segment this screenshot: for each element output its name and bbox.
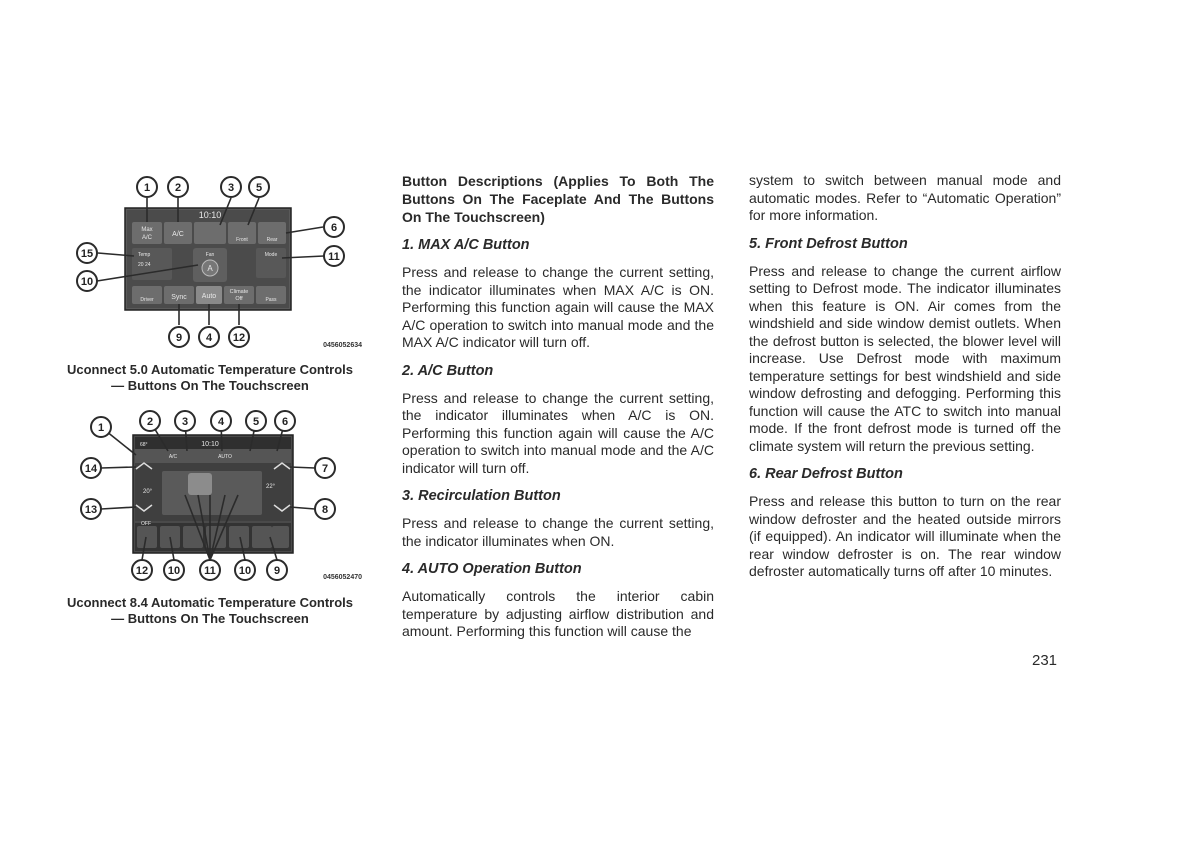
fan-label: Fan — [205, 252, 215, 258]
callout-10-right — [235, 560, 255, 580]
callout-6 — [275, 411, 295, 431]
callout-14 — [81, 458, 101, 478]
svg-text:12: 12 — [232, 332, 246, 344]
svg-text:6: 6 — [281, 416, 289, 428]
svg-text:9: 9 — [273, 565, 281, 577]
callout-4 — [199, 327, 219, 347]
sync-label: Sync — [171, 294, 187, 301]
callout-5 — [246, 411, 266, 431]
right-temp: 22° — [266, 484, 276, 490]
paragraph-recirculation: Press and release to change the current setting, the indicator illuminates when ON. — [402, 515, 714, 549]
callout-11 — [200, 560, 220, 580]
uconnect-5-illustration — [60, 170, 370, 355]
svg-text:10: 10 — [167, 565, 181, 577]
svg-text:4: 4 — [217, 416, 225, 428]
svg-text:15: 15 — [80, 248, 94, 260]
callout-12 — [132, 560, 152, 580]
callout-2 — [140, 411, 160, 431]
figure2-caption: Uconnect 8.4 Automatic Temperature Controls — Buttons On The Touchscreen — [66, 595, 354, 626]
svg-text:3: 3 — [181, 416, 189, 428]
figure1-caption: Uconnect 5.0 Automatic Temperature Controls — Buttons On The Touchscreen — [66, 362, 354, 393]
paragraph-auto-continued: system to switch between manual mode and automatic modes. Refer to “Automatic Operation” for more information. — [749, 172, 1061, 223]
figure-uconnect-5 — [60, 170, 370, 355]
text-column-2 — [749, 172, 1061, 591]
svg-text:1: 1 — [97, 422, 105, 434]
callout-8 — [315, 499, 335, 519]
page-number: 231 — [1032, 652, 1058, 669]
callout-6 — [324, 217, 344, 237]
heading-auto: 4. AUTO Operation Button — [402, 561, 582, 577]
mode-label: Mode — [264, 252, 278, 258]
svg-text:10: 10 — [238, 565, 252, 577]
callout-2 — [168, 177, 188, 197]
callout-1 — [91, 417, 111, 437]
off-label: OFF — [141, 521, 151, 527]
svg-text:9: 9 — [175, 332, 183, 344]
uconnect-8-4-illustration — [70, 405, 370, 585]
svg-text:3: 3 — [227, 182, 235, 194]
auto-label: Auto — [201, 293, 217, 300]
max-ac-label: Max — [141, 227, 153, 233]
svg-text:1: 1 — [143, 182, 151, 194]
figure-code: 0456052634 — [323, 342, 362, 349]
temp-values: 20 24 — [138, 262, 151, 268]
svg-text:2: 2 — [146, 416, 154, 428]
temp-label: Temp — [138, 252, 151, 258]
svg-text:7: 7 — [321, 463, 329, 475]
pass-label: Pass — [265, 297, 277, 303]
svg-text:12: 12 — [135, 565, 149, 577]
paragraph-max-ac: Press and release to change the current setting, the indicator illuminates when MAX A/C is ON. Performing this function again will cause the MAX A/C operation to switch into manual mode and the MAX A/C indicator will turn off. — [402, 264, 714, 350]
svg-text:8: 8 — [321, 504, 329, 516]
svg-text:5: 5 — [252, 416, 260, 428]
ac-label: A/C — [172, 231, 184, 238]
left-temp: 20° — [143, 489, 153, 495]
svg-text:11: 11 — [328, 251, 340, 263]
callout-4 — [211, 411, 231, 431]
callout-13 — [81, 499, 101, 519]
screen-time: 10:10 — [201, 441, 219, 448]
callout-7 — [315, 458, 335, 478]
ac-label: A/C — [168, 454, 178, 460]
svg-text:2: 2 — [174, 182, 182, 194]
figure-code: 0456052470 — [323, 574, 362, 581]
svg-text:14: 14 — [84, 463, 98, 475]
paragraph-front-defrost: Press and release to change the current airflow setting to Defrost mode. The indicator illuminates when this feature is ON. Air comes from the windshield and side window demist outlets. When the defrost button is selected, the blower level will increase. Use Defrost mode with maximum temperature settings for best windshield and side window defrosting and defogging. Performing this function will cause the ATC to switch into manual mode. If the front defrost mode is turned off the climate system will return the previous setting. — [749, 262, 1061, 454]
heading-max-ac: 1. MAX A/C Button — [402, 237, 530, 253]
callout-9 — [267, 560, 287, 580]
callout-5 — [249, 177, 269, 197]
svg-text:13: 13 — [84, 504, 98, 516]
svg-text:4: 4 — [205, 332, 213, 344]
svg-text:5: 5 — [255, 182, 263, 194]
fan-auto-label: A — [207, 264, 213, 273]
callout-15 — [77, 243, 97, 263]
heading-front-defrost: 5. Front Defrost Button — [749, 235, 908, 252]
section-title: Button Descriptions (Applies To Both The Buttons On The Faceplate And The Buttons On The Touchscreen) — [402, 173, 714, 225]
figure-uconnect-8-4 — [70, 405, 370, 585]
heading-recirculation: 3. Recirculation Button — [402, 488, 561, 504]
climate-off-label: Climate — [229, 289, 249, 295]
svg-text:Off: Off — [235, 296, 243, 302]
heading-rear-defrost: 6. Rear Defrost Button — [749, 466, 903, 482]
callout-10-left — [164, 560, 184, 580]
driver-label: Driver — [140, 297, 154, 303]
callout-9 — [169, 327, 189, 347]
outside-temp: 68° — [140, 442, 148, 448]
callout-1 — [137, 177, 157, 197]
svg-text:6: 6 — [330, 222, 338, 234]
callout-10 — [77, 271, 97, 291]
screen-time: 10:10 — [198, 210, 222, 220]
text-column-1 — [402, 172, 714, 651]
svg-text:10: 10 — [80, 276, 94, 288]
paragraph-rear-defrost: Press and release this button to turn on the rear window defroster and the heated outside mirrors (if equipped). An indicator will illuminate when the rear window defroster is on. The rear window defroster automatically turns off after 10 minutes. — [749, 493, 1061, 579]
callout-11 — [324, 246, 344, 266]
callout-12 — [229, 327, 249, 347]
svg-text:A/C: A/C — [141, 235, 153, 241]
paragraph-auto: Automatically controls the interior cabin temperature by adjusting airflow distribution and amount. Performing this function will cause the — [402, 588, 714, 639]
callout-3 — [175, 411, 195, 431]
svg-text:11: 11 — [204, 565, 216, 577]
paragraph-ac: Press and release to change the current setting, the indicator illuminates when A/C is ON. Performing this function again will cause the A/C operation to switch into manual mode and the A/C indicator will turn off. — [402, 389, 714, 476]
heading-ac: 2. A/C Button — [402, 362, 494, 379]
callout-3 — [221, 177, 241, 197]
auto-label: AUTO — [218, 454, 232, 460]
front-label: Front — [236, 237, 248, 243]
rear-label: Rear — [266, 237, 278, 243]
